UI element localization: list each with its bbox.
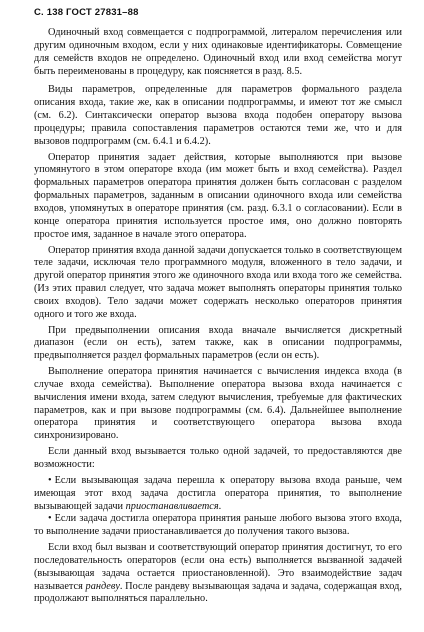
paragraph-accept-placement: Оператор принятия входа данной задачи допускается только в соответствующем теле задачи, исключая тело программного модуля, вложенного в тело задачи, и другой оператор принятия этого же одиночного входа или входа того же семейства. (Из этих правил следует, что задача может выполнять операторы принятия только своих входов). Тело задачи может содержать несколько операторов принятия одного и того же входа.	[34, 244, 402, 320]
list-item-text: Если вызывающая задача перешла к оператору вызова входа раньше, чем имеющая этот вход задача достигла оператора принятия, то выполнение вызывающей задачи	[34, 474, 402, 512]
list-item-text: Если задача достигла оператора принятия раньше любого вызова этого входа, то выполнение задачи приостанавливается до получения такого вызова.	[34, 513, 402, 538]
bullet-marker: •	[48, 474, 52, 486]
page-header: С. 138 ГОСТ 27831–88	[34, 7, 139, 18]
paragraph-execution: Выполнение оператора принятия начинается с вычисления индекса входа (в случае входа семейства). Выполнение оператора вызова входа начинается с вычисления имени входа, затем следуют вычисления, требуемые для фактических параметров, как и при вызове подпрограммы (см. 6.4). Дальнейшее выполнение оператора принятия и соответствующего оператора вызова входа синхронизировано.	[34, 366, 402, 442]
paragraph-parameter-modes: Виды параметров, определенные для параметров формального раздела описания входа, такие же, как в описании подпрограммы, и имеют тот же смысл (см. 6.2). Синтаксически оператор вызова входа подобен оператору вызова процедуры; правила сопоставления параметров остаются теми же, что и для вызовов подпрограмм (см. 6.4.1 и 6.4.2).	[34, 84, 402, 147]
list-item-end: .	[218, 500, 222, 512]
paragraph-end: . После рандеву вызывающая задача и задача, содержащая вход, продолжают выполняться параллельно.	[34, 580, 402, 605]
paragraph-single-caller: Если данный вход вызывается только одной задачей, то предоставляются две возможности:	[34, 446, 402, 470]
list-item-caller-first	[34, 475, 402, 514]
bullet-marker: •	[48, 513, 52, 525]
paragraph-elaboration: При предвыполнении описания входа вначале вычисляется дискретный диапазон (если он есть), затем также, как в описании подпрограммы, предвыполняется раздел формальных параметров (если он есть).	[34, 324, 402, 362]
list-item-task-first	[34, 513, 402, 539]
paragraph-text: Если вход был вызван и соответствующий оператор принятия достигнут, то его последовательность операторов (если она есть) выполняется вызванной задачей (вызывающая задача остается приостановленной). Это взаимодействие задач называется	[34, 542, 402, 592]
paragraph-rendezvous	[34, 542, 402, 606]
emphasis-term: приостанавливается	[125, 500, 219, 512]
emphasis-term: рандеву	[85, 580, 120, 592]
paragraph-accept-statement: Оператор принятия задает действия, которые выполняются при вызове упомянутого в этом операторе входа (им может быть и вход семейства). Раздел формальных параметров оператора принятия должен быть согласован с разделом формальных параметров, заданным в описании одиночного входа или семейства входов, упомянутых в операторе принятия (см. разд. 6.3.1 о согласовании). Если в конце оператора принятия используется простое имя, оно должно повторять простое имя, заданное в начале этого оператора.	[34, 151, 402, 240]
paragraph-entry-overloading: Одиночный вход совмещается с подпрограммой, литералом перечисления или другим одиночным входом, если у них одинаковые идентификаторы. Совмещение для семейств входов не определено. Одиночный вход или вход семейства могут быть переименованы в процедуру, как поясняется в разд. 8.5.	[34, 27, 402, 77]
document-body	[34, 27, 402, 606]
